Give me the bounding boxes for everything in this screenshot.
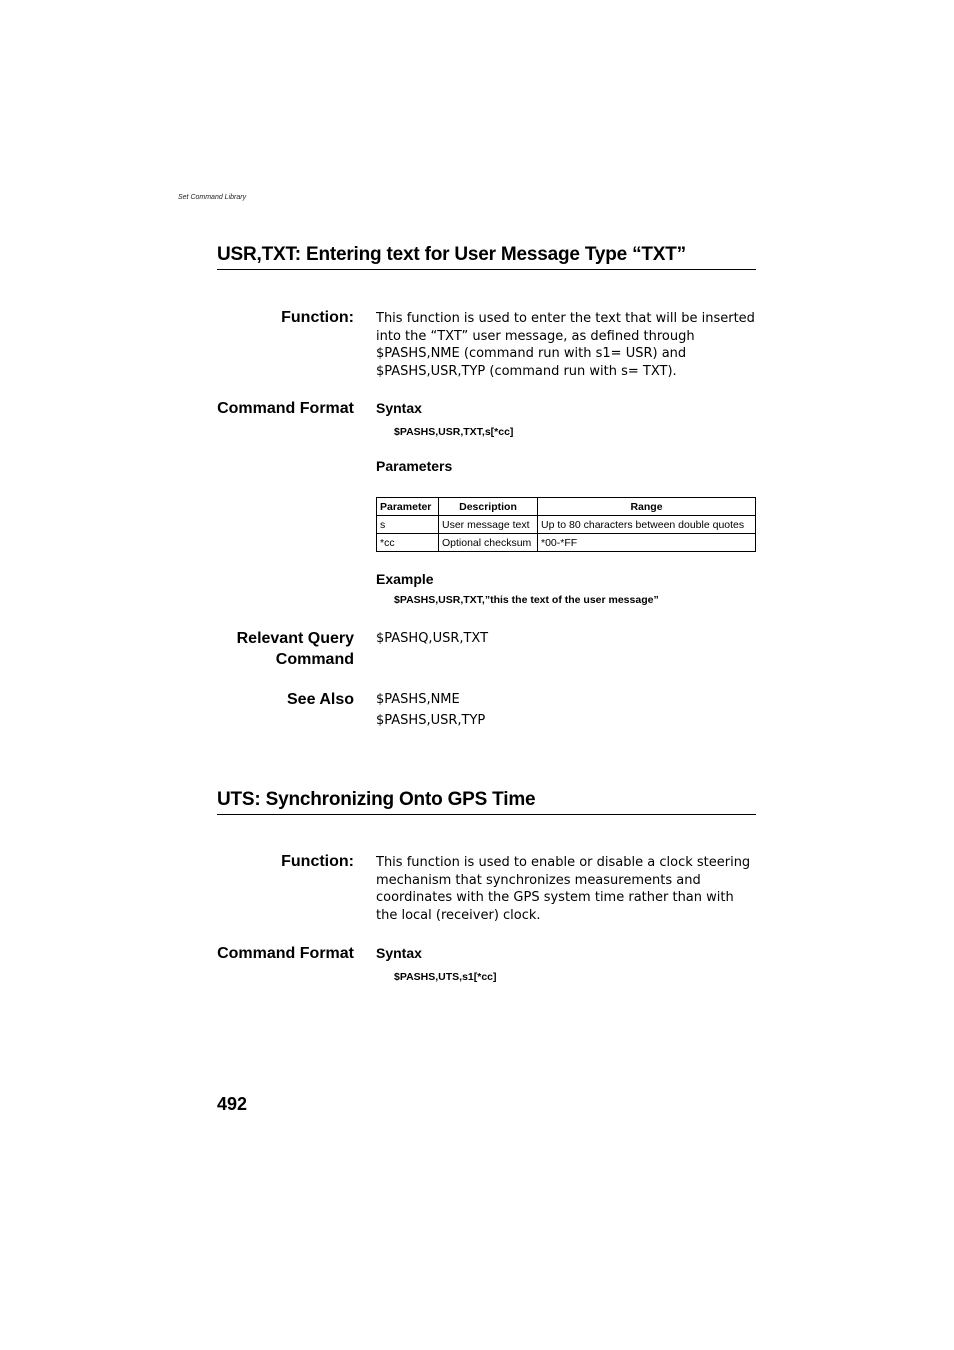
syntax-heading: Syntax: [376, 400, 422, 416]
table-row: [377, 516, 756, 534]
section-title-uts: UTS: Synchronizing Onto GPS Time: [217, 789, 756, 815]
table-cell: *cc: [377, 534, 439, 552]
command-format-label: Command Format: [217, 400, 354, 417]
relevant-query-value: $PASHQ,USR,TXT: [376, 631, 489, 646]
table-cell: *00-*FF: [538, 534, 756, 552]
parameters-heading: Parameters: [376, 458, 453, 474]
table-cell: Optional checksum: [439, 534, 538, 552]
syntax-heading: Syntax: [376, 945, 422, 961]
running-header: Set Command Library: [178, 194, 247, 201]
syntax-code: $PASHS,USR,TXT,s[*cc]: [394, 426, 514, 438]
function-label: Function:: [281, 853, 354, 870]
see-also-item: $PASHS,USR,TYP: [376, 713, 486, 728]
table-row: [377, 534, 756, 552]
see-also-item: $PASHS,NME: [376, 692, 460, 707]
table-header: Description: [439, 498, 538, 516]
table-header: Range: [538, 498, 756, 516]
function-description: This function is used to enable or disable a clock steering mechanism that synchronizes measurements and coordinates with the GPS system time rather than with the local (receiver) clock.: [376, 855, 751, 923]
see-also-label: See Also: [287, 691, 354, 708]
table-cell: Up to 80 characters between double quotes: [538, 516, 756, 534]
relevant-query-label: [237, 628, 354, 670]
function-description: This function is used to enter the text that will be inserted into the “TXT” user message, as defined through $PASHS,NME (command run with s1= USR) and $PASHS,USR,TYP (command run with s= TXT).: [376, 311, 755, 379]
section-title-usr-txt: USR,TXT: Entering text for User Message Type “TXT”: [217, 244, 756, 270]
example-code: $PASHS,USR,TXT,”this the text of the user message”: [394, 594, 659, 606]
function-label: Function:: [281, 309, 354, 326]
page-number: 492: [217, 1094, 248, 1114]
table-header-row: [377, 498, 756, 516]
syntax-code: $PASHS,UTS,s1[*cc]: [394, 971, 497, 983]
relevant-query-label-line2: Command: [275, 651, 354, 668]
table-cell: User message text: [439, 516, 538, 534]
command-format-label: Command Format: [217, 945, 354, 962]
parameters-table: [376, 497, 756, 552]
example-heading: Example: [376, 571, 434, 587]
table-header: Parameter: [377, 498, 439, 516]
table-cell: s: [377, 516, 439, 534]
relevant-query-label-line1: Relevant Query: [236, 630, 354, 647]
